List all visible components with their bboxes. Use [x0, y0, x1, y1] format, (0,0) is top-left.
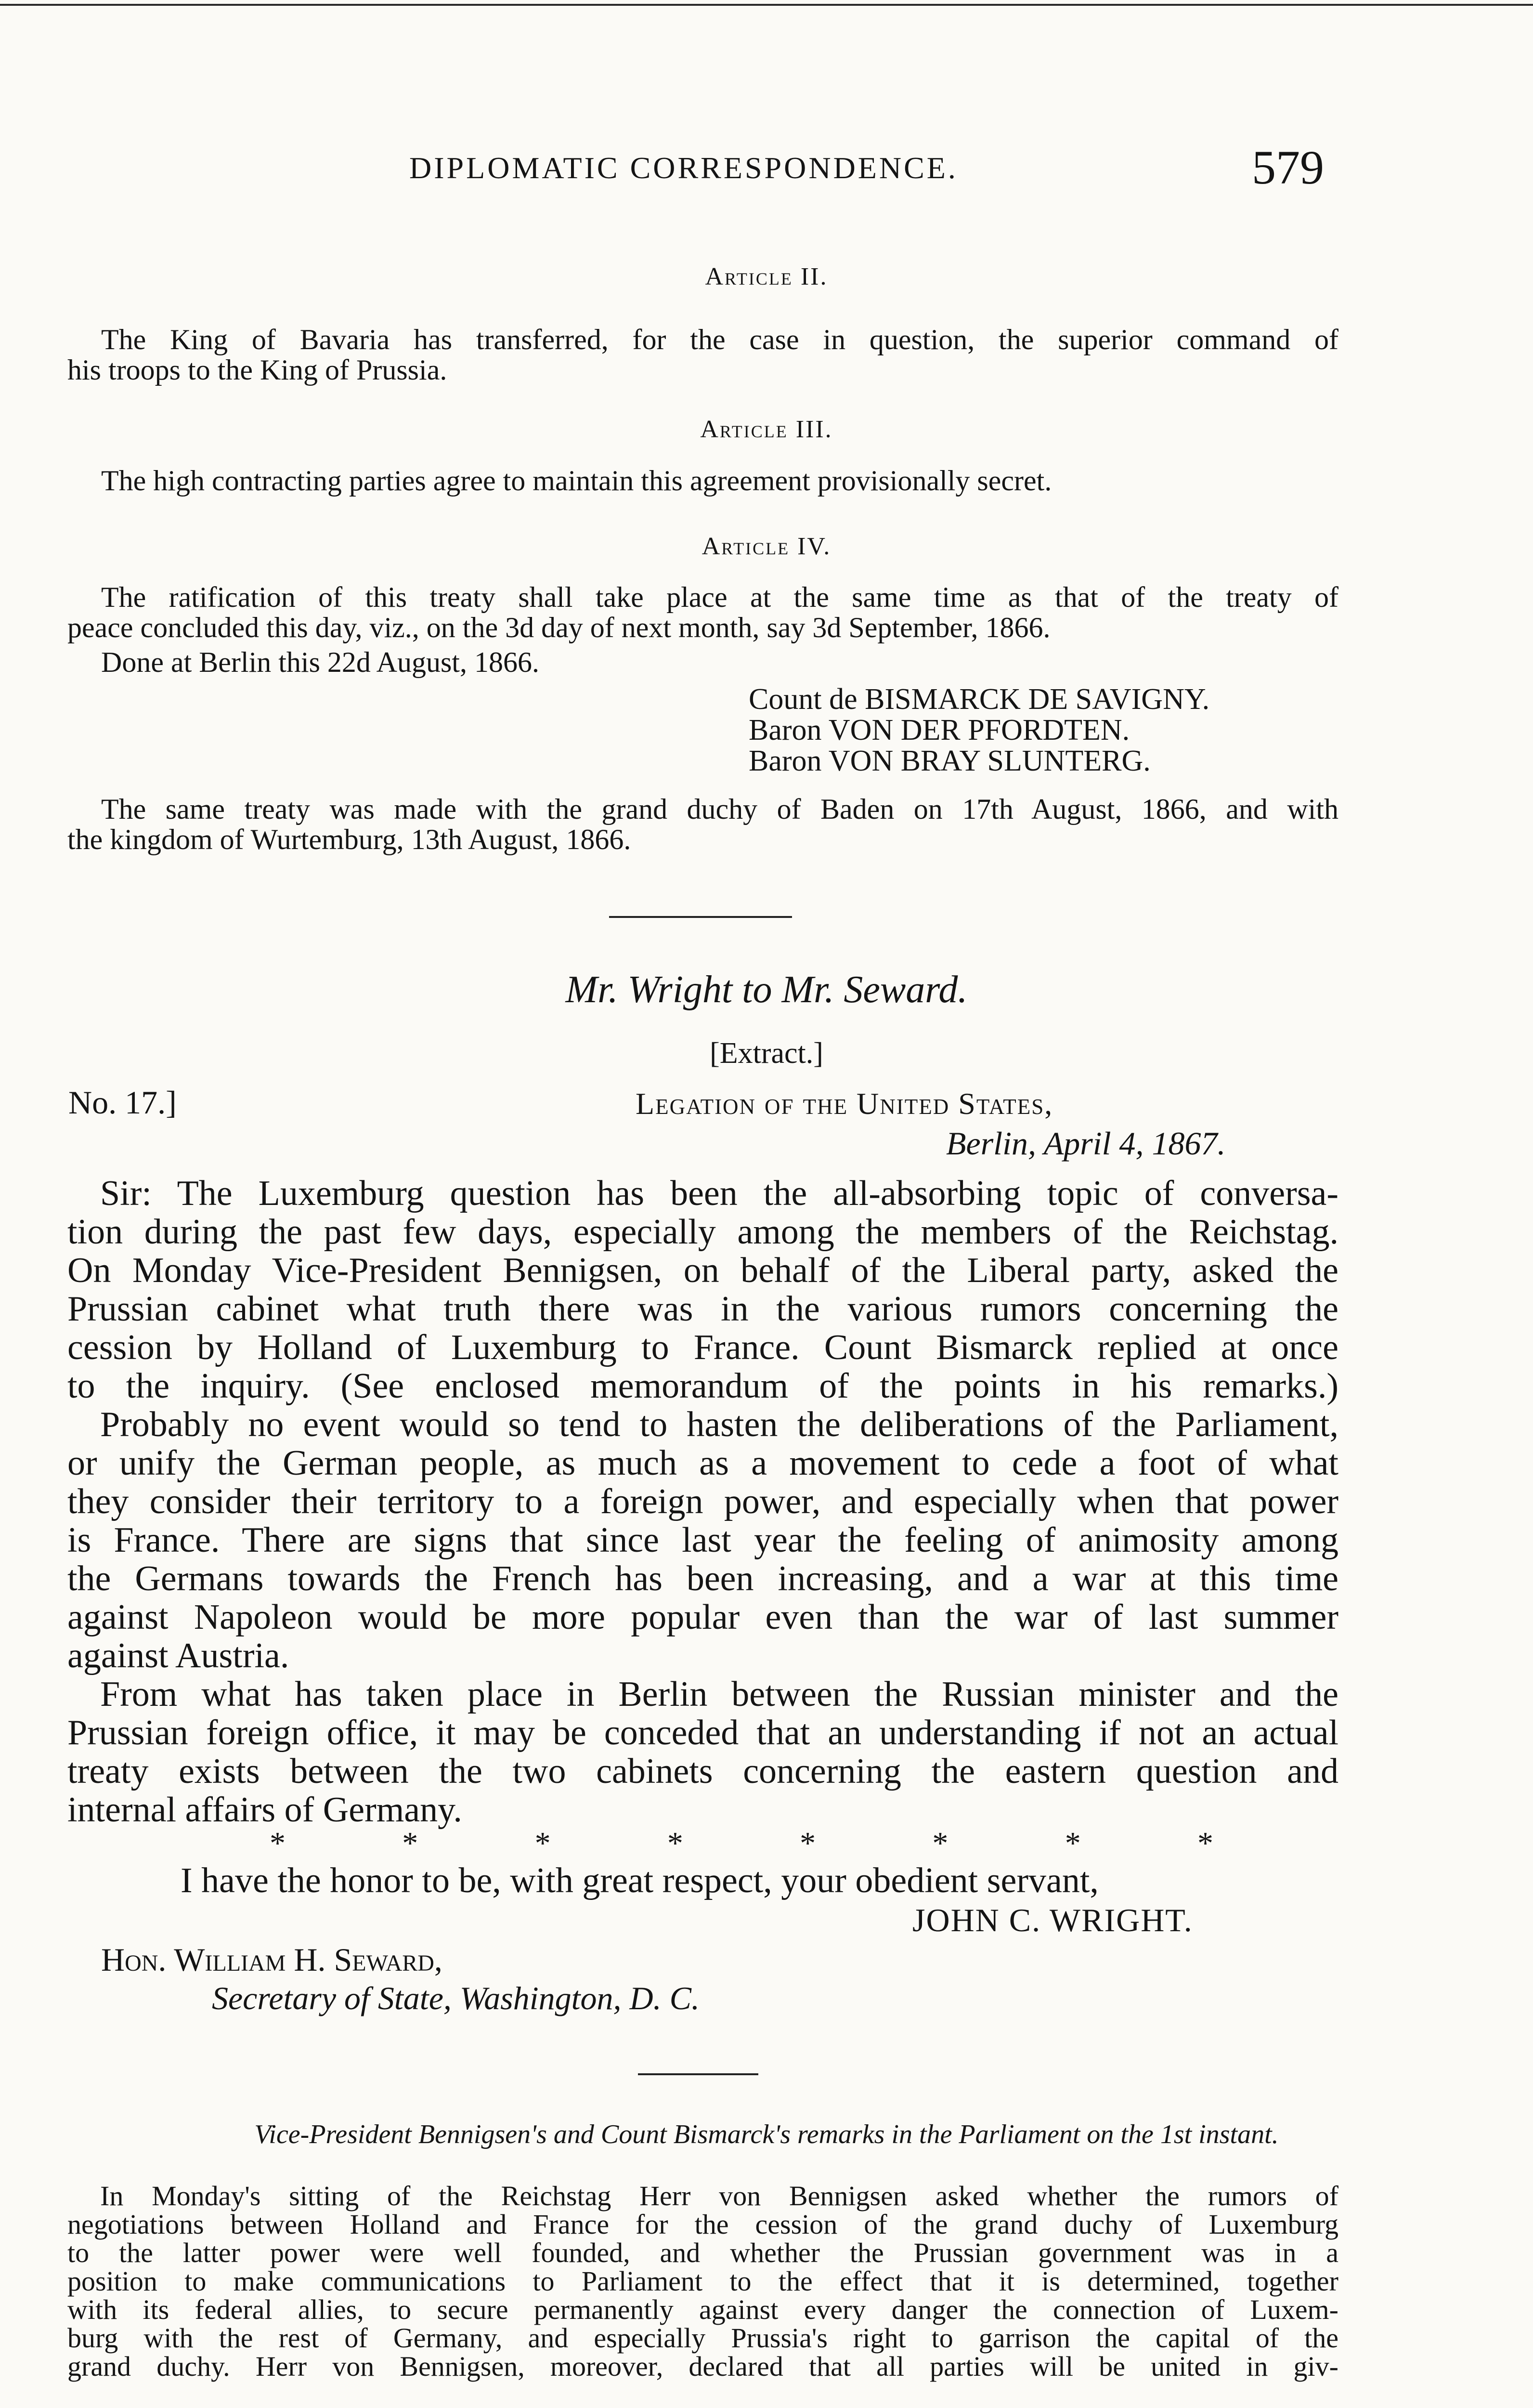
treaty-signatures	[749, 684, 1209, 776]
addressee-title: Secretary of State, Washington, D. C.	[212, 1980, 700, 2016]
p1-line: On Monday Vice-President Bennigsen, on behalf of the Liberal party, asked the	[67, 1251, 1338, 1290]
star: *	[270, 1826, 286, 1861]
article-2-heading: Article II.	[705, 263, 828, 290]
p3-line: internal affairs of Germany.	[67, 1790, 462, 1830]
legation-heading: Legation of the United States,	[636, 1086, 1053, 1121]
p2-line: against Austria.	[67, 1636, 289, 1675]
article-4-line-2: peace concluded this day, viz., on the 3d day of next month, say 3d September, 1866.	[67, 612, 1051, 643]
article-2-line-2: his troops to the King of Prussia.	[67, 354, 447, 386]
page-number: 579	[1252, 141, 1324, 194]
signature-wright: JOHN C. WRIGHT.	[912, 1902, 1193, 1938]
star: *	[932, 1826, 948, 1861]
signature-bray: Baron VON BRAY SLUNTERG.	[749, 745, 1151, 777]
p2-line: the Germans towards the French has been increasing, and a war at this time	[67, 1559, 1338, 1598]
ellipsis-stars	[270, 1825, 1213, 1862]
memo-divider	[638, 2073, 758, 2075]
memo-line: to the latter power were well founded, and whether the Prussian government was in a	[67, 2237, 1338, 2268]
signature-bismarck: Count de BISMARCK DE SAVIGNY.	[749, 683, 1210, 716]
closing-line: I have the honor to be, with great respect, your obedient servant,	[181, 1861, 1099, 1900]
article-4-line-1: The ratification of this treaty shall take place at the same time as that of the treaty of	[101, 581, 1338, 613]
addressee-name: Hon. William H. Seward,	[101, 1941, 442, 1978]
running-header: DIPLOMATIC CORRESPONDENCE.	[409, 151, 958, 185]
memo-title: Vice-President Bennigsen's and Count Bismarck's remarks in the Parliament on the 1st instant.	[254, 2120, 1279, 2149]
extract-label: [Extract.]	[710, 1037, 823, 1070]
star: *	[1065, 1826, 1081, 1861]
p1-line: cession by Holland of Luxemburg to France. Count Bismarck replied at once	[67, 1328, 1338, 1367]
memo-line: burg with the rest of Germany, and especially Prussia's right to garrison the capital of the	[67, 2322, 1338, 2354]
article-3-text: The high contracting parties agree to maintain this agreement provisionally secret.	[101, 465, 1052, 497]
memo-line: position to make communications to Parliament to the effect that it is determined, together	[67, 2265, 1338, 2297]
p1-line: to the inquiry. (See enclosed memorandum of the points in his remarks.)	[67, 1366, 1338, 1406]
dispatch-number: No. 17.]	[68, 1084, 177, 1121]
letter-paragraph-2	[67, 1405, 1338, 1675]
p2-line: they consider their territory to a foreign power, and especially when that power	[67, 1482, 1338, 1521]
section-divider	[609, 916, 792, 918]
same-treaty-line-2: the kingdom of Wurtemburg, 13th August, 1866.	[67, 824, 631, 855]
letter-title: Mr. Wright to Mr. Seward.	[565, 968, 968, 1011]
letter-paragraph-3	[67, 1675, 1338, 1829]
article-2-line-1: The King of Bavaria has transferred, for the case in question, the superior command of	[101, 324, 1338, 355]
memo-line: In Monday's sitting of the Reichstag Herr von Bennigsen asked whether the rumors of	[100, 2180, 1338, 2212]
star: *	[1197, 1826, 1213, 1861]
top-border-rule	[0, 4, 1533, 6]
memo-paragraph	[67, 2182, 1338, 2381]
letter-paragraph-1	[67, 1174, 1338, 1405]
star: *	[534, 1826, 551, 1861]
place-date: Berlin, April 4, 1867.	[946, 1125, 1226, 1162]
p3-line: treaty exists between the two cabinets concerning the eastern question and	[67, 1752, 1338, 1791]
same-treaty-line-1: The same treaty was made with the grand duchy of Baden on 17th August, 1866, and with	[101, 793, 1338, 825]
p2-line: Probably no event would so tend to hasten the deliberations of the Parliament,	[100, 1405, 1338, 1444]
p2-line: is France. There are signs that since last year the feeling of animosity among	[67, 1520, 1338, 1560]
star: *	[800, 1826, 816, 1861]
p2-line: or unify the German people, as much as a movement to cede a foot of what	[67, 1443, 1338, 1483]
p3-line: Prussian foreign office, it may be conceded that an understanding if not an actual	[67, 1713, 1338, 1753]
done-at-line: Done at Berlin this 22d August, 1866.	[101, 646, 539, 678]
memo-line: grand duchy. Herr von Bennigsen, moreover, declared that all parties will be united in giv-	[67, 2351, 1338, 2382]
article-3-heading: Article III.	[700, 416, 833, 443]
star: *	[667, 1826, 683, 1861]
memo-line: with its federal allies, to secure permanently against every danger the connection of Luxem-	[67, 2294, 1338, 2325]
p2-line: against Napoleon would be more popular even than the war of last summer	[67, 1597, 1338, 1637]
p3-line: From what has taken place in Berlin between the Russian minister and the	[100, 1675, 1338, 1714]
p1-line: Sir: The Luxemburg question has been the all-absorbing topic of conversa-	[100, 1174, 1338, 1213]
p1-line: tion during the past few days, especially among the members of the Reichstag.	[67, 1212, 1338, 1252]
article-4-heading: Article IV.	[702, 533, 831, 560]
p1-line: Prussian cabinet what truth there was in the various rumors concerning the	[67, 1289, 1338, 1329]
memo-line: negotiations between Holland and France for the cession of the grand duchy of Luxemburg	[67, 2209, 1338, 2240]
signature-pfordten: Baron VON DER PFORDTEN.	[749, 714, 1130, 746]
star: *	[402, 1826, 418, 1861]
